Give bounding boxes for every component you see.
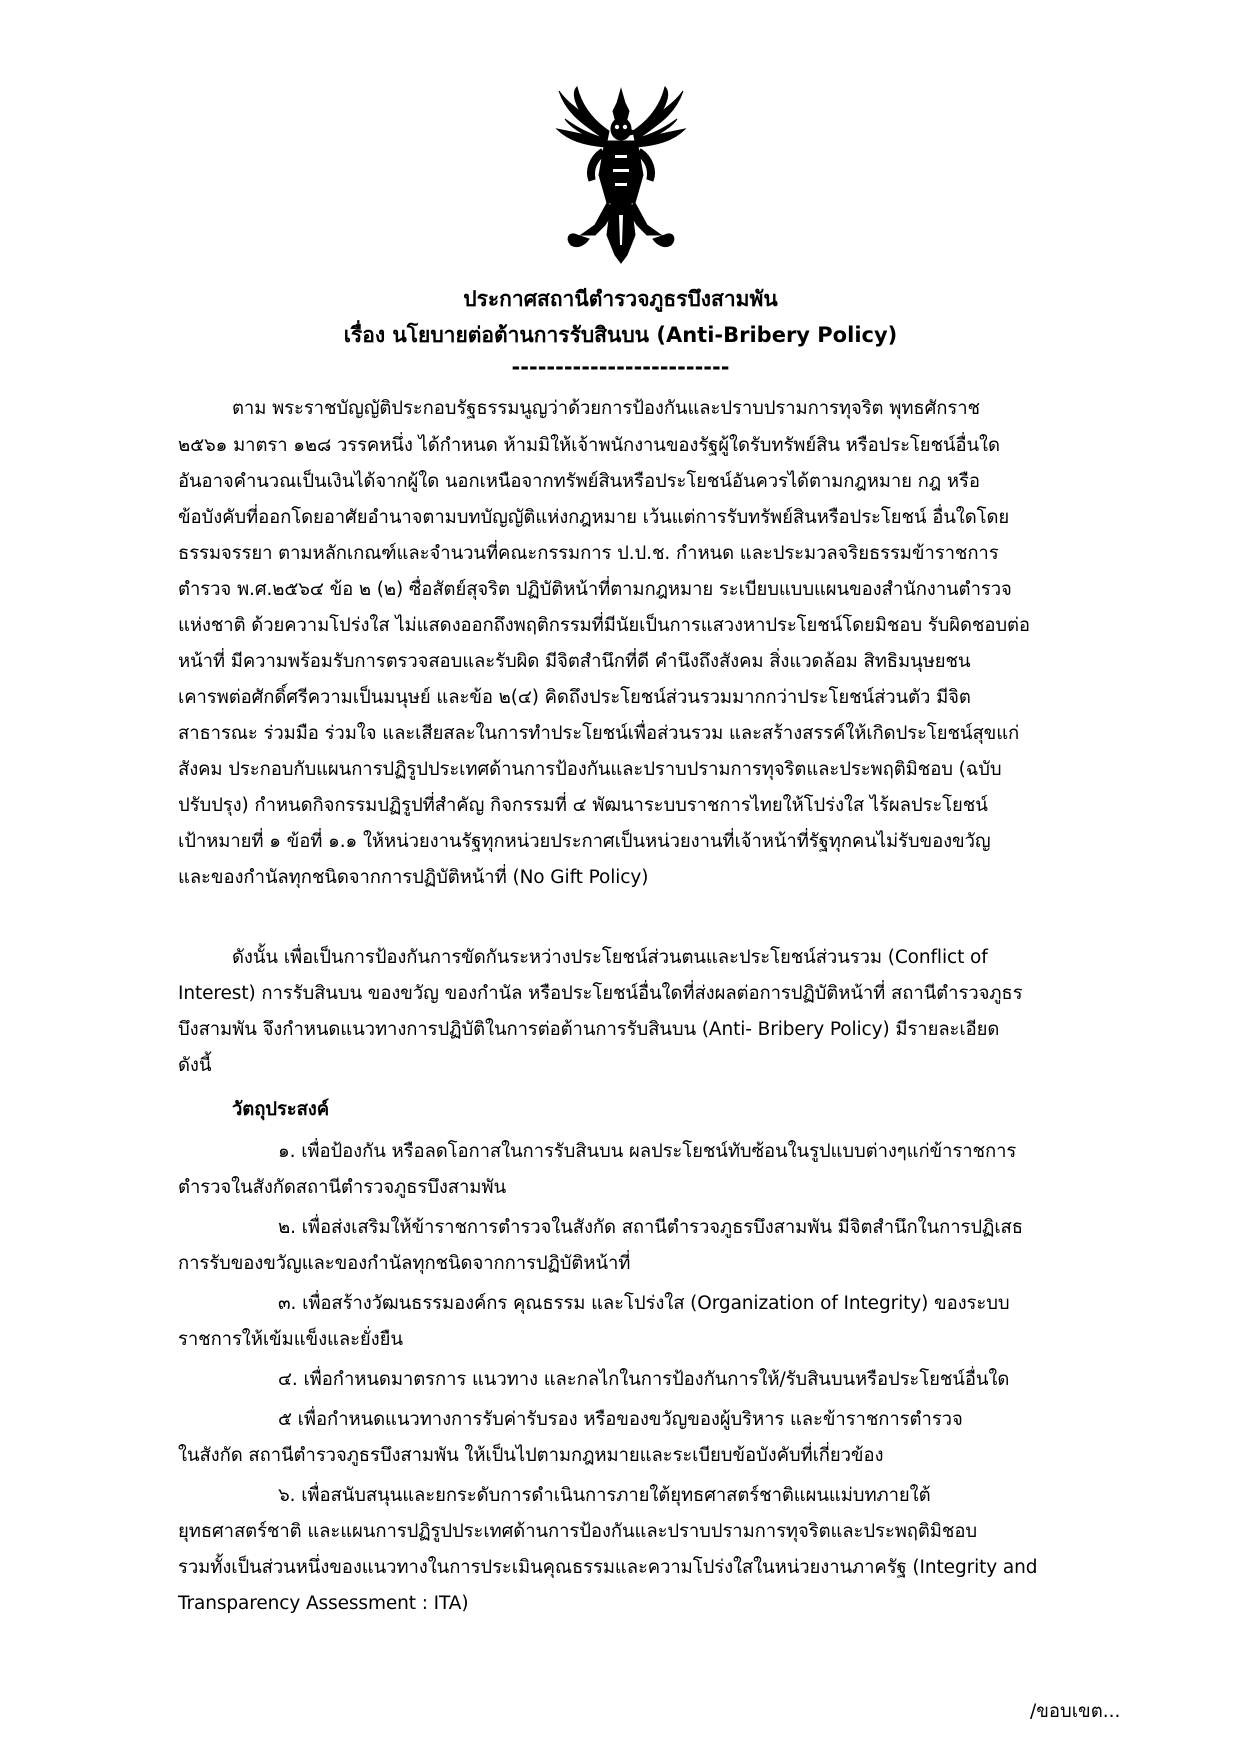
- paragraph-line: ดังนี้: [178, 1055, 212, 1076]
- objective-item: ๔. เพื่อกำหนดมาตรการ แนวทาง และกลไกในการป้องกันการให้/รับสินบนหรือประโยชน์อื่นใด: [278, 1369, 1010, 1390]
- paragraph-line: ปรับปรุง) กำหนดกิจกรรมปฏิรูปที่สำคัญ กิจกรรมที่ ๔ พัฒนาระบบราชการไทยให้โปร่งใส ไร้ผลประโยชน์: [178, 795, 988, 816]
- paragraph-line: หน้าที่ มีความพร้อมรับการตรวจสอบและรับผิด มีจิตสำนึกที่ดี คำนึงถึงสังคม สิ่งแวดล้อม สิทธิมนุษยชน: [178, 651, 971, 672]
- paragraph-line: สังคม ประกอบกับแผนการปฏิรูปประเทศด้านการป้องกันและปราบปรามการทุจริตและประพฤติมิชอบ (ฉบับ: [178, 759, 1002, 780]
- paragraph-line: ๒๕๖๑ มาตรา ๑๒๘ วรรคหนึ่ง ได้กำหนด ห้ามมิให้เจ้าพนักงานของรัฐผู้ใดรับทรัพย์สิน หรือประโยชน์อื่นใด: [178, 435, 1000, 456]
- paragraph-line: อันอาจคำนวณเป็นเงินได้จากผู้ใด นอกเหนือจากทรัพย์สินหรือประโยชน์อันควรได้ตามกฎหมาย กฎ หรือ: [178, 471, 980, 492]
- objective-item: ตำรวจในสังกัดสถานีตำรวจภูธรบึงสามพัน: [178, 1177, 506, 1198]
- paragraph-line: ดังนั้น เพื่อเป็นการป้องกันการขัดกันระหว่างประโยชน์ส่วนตนและประโยชน์ส่วนรวม (Conflict of: [232, 947, 988, 968]
- paragraph-line: ข้อบังคับที่ออกโดยอาศัยอำนาจตามบทบัญญัติแห่งกฎหมาย เว้นแต่การรับทรัพย์สินหรือประโยชน์ อื่นใดโดย: [178, 507, 1010, 528]
- page-continuation: /ขอบเขต...: [1030, 1701, 1121, 1722]
- objective-item: ราชการให้เข้มแข็งและยั่งยืน: [178, 1329, 403, 1350]
- title-separator: -------------------------: [511, 355, 730, 379]
- garuda-emblem-icon: [555, 85, 687, 265]
- paragraph-line: ตำรวจ พ.ศ.๒๕๖๔ ข้อ ๒ (๒) ซื่อสัตย์สุจริต ปฏิบัติหน้าที่ตามกฎหมาย ระเบียบแบบแผนของสำนักงานตำรวจ: [178, 579, 1012, 600]
- paragraph-line: และของกำนัลทุกชนิดจากการปฏิบัติหน้าที่ (No Gift Policy): [178, 867, 649, 888]
- paragraph-line: ธรรมจรรยา ตามหลักเกณฑ์และจำนวนที่คณะกรรมการ ป.ป.ช. กำหนด และประมวลจริยธรรมข้าราชการ: [178, 543, 999, 564]
- paragraph-line: เคารพต่อศักดิ์ศรีความเป็นมนุษย์ และข้อ ๒(๔) คิดถึงประโยชน์ส่วนรวมมากกว่าประโยชน์ส่วนตัว มีจิต: [178, 687, 971, 708]
- objective-item: ๒. เพื่อส่งเสริมให้ข้าราชการตำรวจในสังกัด สถานีตำรวจภูธรบึงสามพัน มีจิตสำนึกในการปฏิเสธ: [278, 1217, 1023, 1238]
- objective-item: รวมทั้งเป็นส่วนหนึ่งของแนวทางในการประเมินคุณธรรมและความโปร่งใสในหน่วยงานภาครัฐ (Integrity and: [178, 1557, 1038, 1578]
- paragraph-line: บึงสามพัน จึงกำหนดแนวทางการปฏิบัติในการต่อต้านการรับสินบน (Anti- Bribery Policy) มีรายละเอียด: [178, 1019, 1000, 1040]
- objective-item: การรับของขวัญและของกำนัลทุกชนิดจากการปฏิบัติหน้าที่: [178, 1253, 631, 1274]
- document-subject: เรื่อง นโยบายต่อต้านการรับสินบน (Anti-Bribery Policy): [343, 323, 898, 347]
- paragraph-line: แห่งชาติ ด้วยความโปร่งใส ไม่แสดงออกถึงพฤติกรรมที่มีนัยเป็นการแสวงหาประโยชน์โดยมิชอบ รับผิดชอบต่อ: [178, 615, 1030, 636]
- paragraph-line: สาธารณะ ร่วมมือ ร่วมใจ และเสียสละในการทำประโยชน์เพื่อส่วนรวม และสร้างสรรค์ให้เกิดประโยชน์สุขแก่: [178, 723, 1020, 744]
- objectives-heading: วัตถุประสงค์: [232, 1099, 330, 1120]
- objective-item: Transparency Assessment : ITA): [178, 1593, 469, 1614]
- objective-item: ๓. เพื่อสร้างวัฒนธรรมองค์กร คุณธรรม และโปร่งใส (Organization of Integrity) ของระบบ: [278, 1293, 1010, 1314]
- paragraph-line: เป้าหมายที่ ๑ ข้อที่ ๑.๑ ให้หน่วยงานรัฐทุกหน่วยประกาศเป็นหน่วยงานที่เจ้าหน้าที่รัฐทุกคนไม่รับของขวัญ: [178, 831, 991, 852]
- objective-item: ยุทธศาสตร์ชาติ และแผนการปฏิรูปประเทศด้านการป้องกันและปราบปรามการทุจริตและประพฤติมิชอบ: [178, 1521, 978, 1542]
- objective-item: ๑. เพื่อป้องกัน หรือลดโอกาสในการรับสินบน ผลประโยชน์ทับซ้อนในรูปแบบต่างๆแก่ข้าราชการ: [278, 1141, 1017, 1162]
- objective-item: ในสังกัด สถานีตำรวจภูธรบึงสามพัน ให้เป็นไปตามกฎหมายและระเบียบข้อบังคับที่เกี่ยวข้อง: [178, 1445, 884, 1466]
- paragraph-line: ตาม พระราชบัญญัติประกอบรัฐธรรมนูญว่าด้วยการป้องกันและปราบปรามการทุจริต พุทธศักราช: [232, 398, 980, 419]
- paragraph-line: Interest) การรับสินบน ของขวัญ ของกำนัล หรือประโยชน์อื่นใดที่ส่งผลต่อการปฏิบัติหน้าที่ สถานีตำรวจภูธร: [178, 983, 1023, 1004]
- document-title: ประกาศสถานีตำรวจภูธรบึงสามพัน: [463, 287, 778, 311]
- objective-item: ๖. เพื่อสนับสนุนและยกระดับการดำเนินการภายใต้ยุทธศาสตร์ชาติแผนแม่บทภายใต้: [278, 1485, 931, 1506]
- objective-item: ๕ เพื่อกำหนดแนวทางการรับค่ารับรอง หรือของขวัญของผู้บริหาร และข้าราชการตำรวจ: [278, 1409, 963, 1430]
